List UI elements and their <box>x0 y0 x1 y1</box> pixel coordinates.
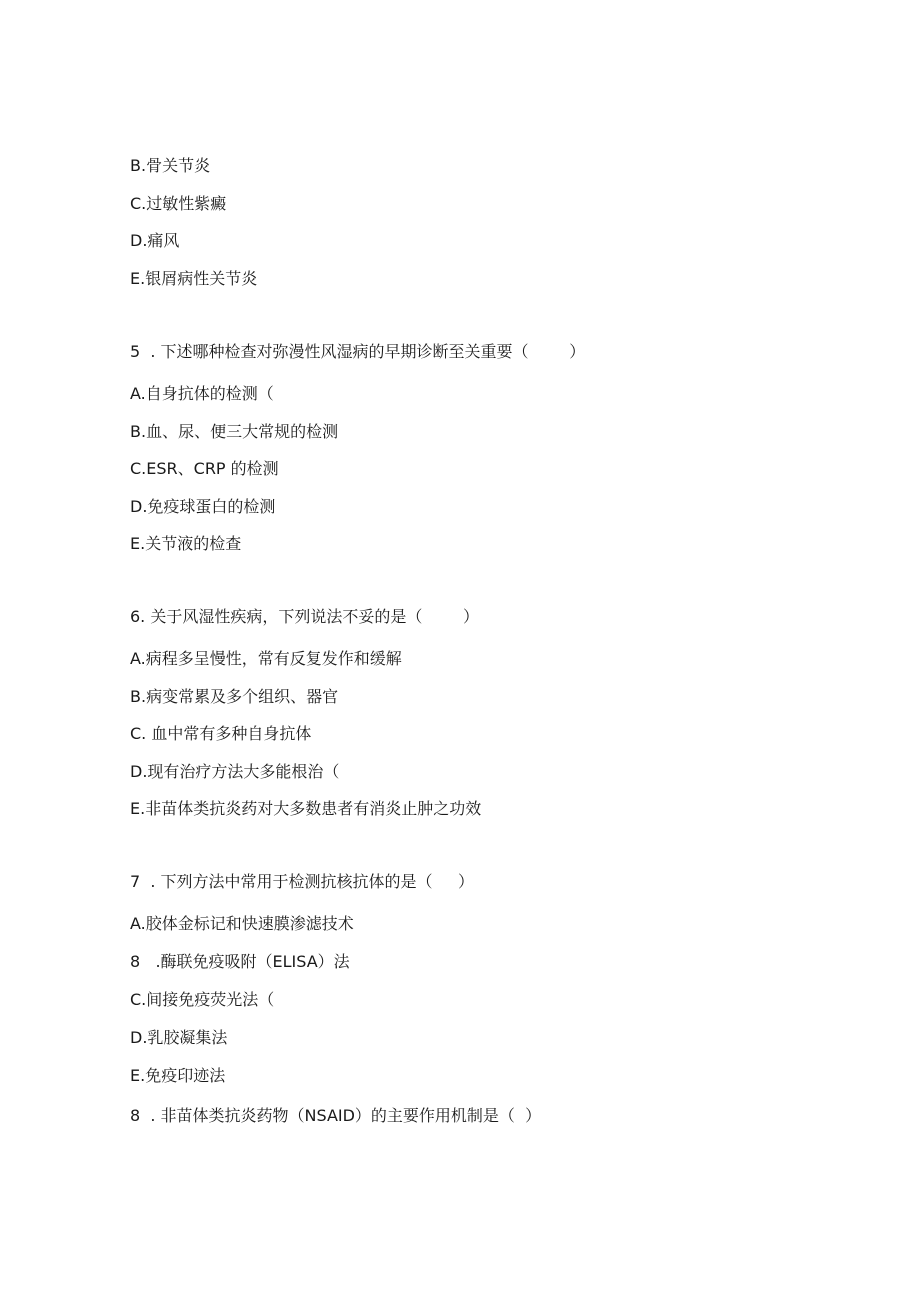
option-4c: C.过敏性紫癜 <box>130 194 227 213</box>
question-5: 5 . 下述哪种检查对弥漫性风湿病的早期诊断至关重要（ ） <box>130 342 586 361</box>
option-5d: D.免疫球蛋白的检测 <box>130 497 276 516</box>
option-7c: C.间接免疫荧光法（ <box>130 990 275 1009</box>
option-7a: A.胶体金标记和快速膜渗滤技术 <box>130 914 354 933</box>
option-5e: E.关节液的检查 <box>130 534 242 553</box>
option-7d: D.乳胶凝集法 <box>130 1028 228 1047</box>
option-5b: B.血、尿、便三大常规的检测 <box>130 422 339 441</box>
option-7e: E.免疫印迹法 <box>130 1066 226 1085</box>
option-6e: E.非苗体类抗炎药对大多数患者有消炎止肿之功效 <box>130 799 482 818</box>
option-4e: E.银屑病性关节炎 <box>130 269 258 288</box>
option-6b: B.病变常累及多个组织、器官 <box>130 687 339 706</box>
option-4d: D.痛风 <box>130 231 180 250</box>
question-8: 8 . 非苗体类抗炎药物（NSAID）的主要作用机制是（ ） <box>130 1106 542 1125</box>
option-6a: A.病程多呈慢性，常有反复发作和缓解 <box>130 649 402 668</box>
question-7: 7 . 下列方法中常用于检测抗核抗体的是（ ） <box>130 872 474 891</box>
option-6c: C. 血中常有多种自身抗体 <box>130 724 312 743</box>
option-7b: 8 .酶联免疫吸附（ELISA）法 <box>130 952 350 971</box>
option-5a: A.自身抗体的检测（ <box>130 384 274 403</box>
option-4b: B.骨关节炎 <box>130 156 211 175</box>
option-5c: C.ESR、CRP 的检测 <box>130 459 279 478</box>
option-6d: D.现有治疗方法大多能根治（ <box>130 762 340 781</box>
question-6: 6. 关于风湿性疾病，下列说法不妥的是（ ） <box>130 607 480 626</box>
